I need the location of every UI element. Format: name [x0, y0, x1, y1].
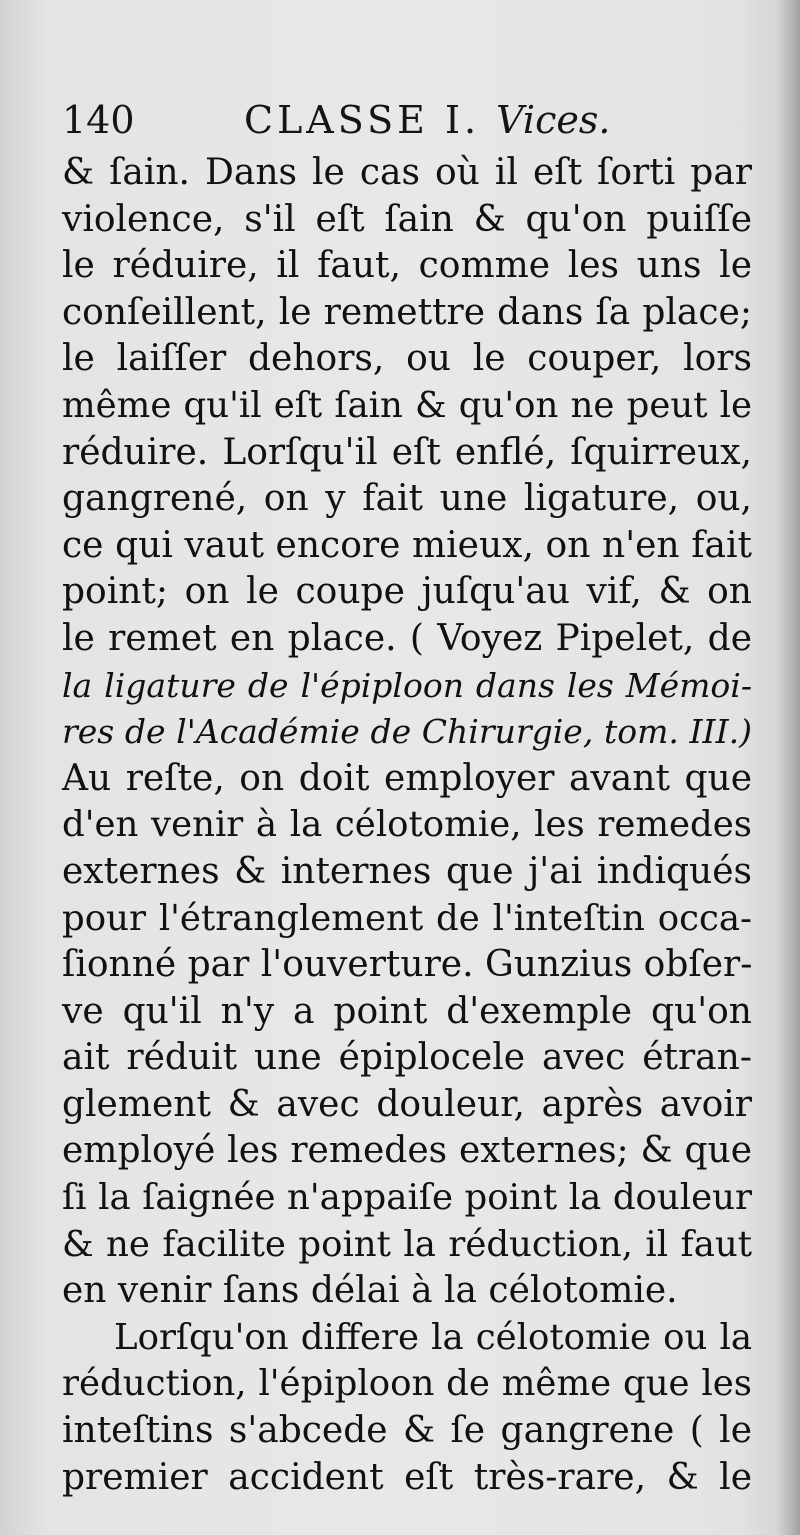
text-line: premier accident eſt très-rare, & le [62, 1456, 752, 1498]
text-line: même qu'il eſt ſain & qu'on ne peut le [62, 384, 752, 426]
page-spine-shadow [776, 0, 800, 1535]
text-line: conſeillent, le remettre dans ſa place; [62, 291, 752, 333]
text-line: & ne facilite point la réduction, il faut [62, 1223, 752, 1265]
text-line: glement & avec douleur, après avoir [62, 1083, 752, 1125]
body-text [62, 150, 752, 1501]
running-head-title: CLASSE I. [244, 98, 481, 142]
text-line: ſionné par l'ouverture. Gunzius obſer- [62, 944, 753, 986]
paragraph-end-line: en venir ſans délai à la célotomie. [62, 1270, 678, 1312]
text-line: & ſain. Dans le cas où il eſt ſorti par [62, 152, 752, 193]
text-line: employé les remedes externes; & que [62, 1130, 752, 1172]
text-line: gangrené, on y fait une ligature, ou, [62, 478, 752, 520]
text-line: violence, s'il eſt ſain & qu'on puiſſe [62, 198, 752, 240]
page-header [62, 98, 752, 148]
text-line: réduire. Lorſqu'il eſt enflé, ſquirreux, [62, 431, 752, 473]
running-head-section: Vices. [496, 98, 611, 142]
text-line: le réduire, il faut, comme les uns le [62, 245, 752, 287]
text-line: ſi la ſaignée n'appaiſe point la douleur [62, 1177, 752, 1219]
text-line: externes & internes que j'ai indiqués [62, 850, 752, 892]
citation-line: res de l'Académie de Chirurgie, tom. III.) [62, 712, 752, 752]
text-line: d'en venir à la célotomie, les remedes [62, 804, 752, 846]
text-line: le remet en place. ( Voyez Pipelet, de [62, 617, 752, 659]
text-line: réduction, l'épiploon de même que les [62, 1363, 752, 1405]
text-line: point; on le coupe juſqu'au vif, & on [62, 571, 752, 613]
text-line: ve qu'il n'y a point d'exemple qu'on [62, 990, 752, 1032]
text-line: pour l'étranglement de l'inteſtin occa- [62, 897, 752, 939]
page-number: 140 [62, 98, 135, 142]
text-line: Au reſte, on doit employer avant que [62, 757, 752, 799]
text-line: ce qui vaut encore mieux, on n'en fait [62, 524, 752, 566]
citation-line: la ligature de l'épiploon dans les Mémoi- [62, 665, 752, 705]
paragraph-start-line: Lorſqu'on differe la célotomie ou la [114, 1316, 752, 1358]
text-line: ait réduit une épiplocele avec étran- [62, 1037, 752, 1079]
running-head [244, 98, 610, 142]
text-line: inteſtins s'abcede & ſe gangrene ( le [62, 1410, 752, 1452]
text-line: le laiſſer dehors, ou le couper, lors [62, 338, 752, 380]
